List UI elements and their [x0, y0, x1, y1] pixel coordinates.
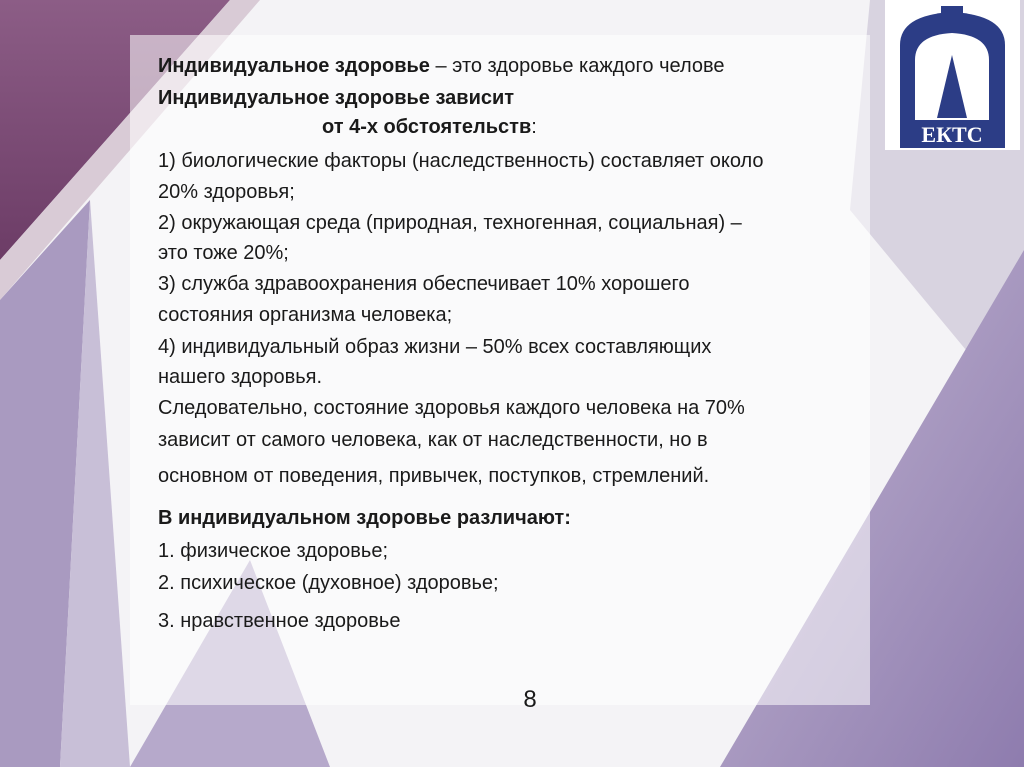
heading: Индивидуальное здоровье – это здоровье каждого челове: [158, 55, 725, 77]
factor-2-line-1: 2) окружающая среда (природная, техногенная, социальная) –: [158, 212, 742, 234]
type-3: 3. нравственное здоровье: [158, 610, 401, 632]
ekts-logo: [885, 0, 1020, 150]
factor-3-line-1: 3) служба здравоохранения обеспечивает 10% хорошего: [158, 273, 690, 295]
factor-1-line-1: 1) биологические факторы (наследственность) составляет около: [158, 150, 764, 172]
subheading-line-1: Индивидуальное здоровье зависит: [158, 87, 515, 109]
factor-3-line-2: состояния организма человека;: [158, 304, 453, 326]
factor-2-line-2: это тоже 20%;: [158, 242, 289, 264]
conclusion-line-1: Следовательно, состояние здоровья каждого человека на 70%: [158, 397, 745, 419]
type-1: 1. физическое здоровье;: [158, 540, 389, 562]
types-heading: В индивидуальном здоровье различают:: [158, 507, 571, 529]
type-2: 2. психическое (духовное) здоровье;: [158, 572, 499, 594]
factor-4-line-1: 4) индивидуальный образ жизни – 50% всех составляющих: [158, 336, 712, 358]
svg-text:ЕКТС: ЕКТС: [921, 122, 983, 147]
slide-number: 8: [523, 686, 537, 713]
conclusion-line-3: основном от поведения, привычек, поступков, стремлений.: [158, 465, 710, 487]
factor-1-line-2: 20% здоровья;: [158, 181, 295, 203]
factor-4-line-2: нашего здоровья.: [158, 366, 323, 388]
conclusion-line-2: зависит от самого человека, как от наследственности, но в: [158, 429, 708, 451]
subheading-line-2: от 4-х обстоятельств:: [322, 116, 537, 138]
